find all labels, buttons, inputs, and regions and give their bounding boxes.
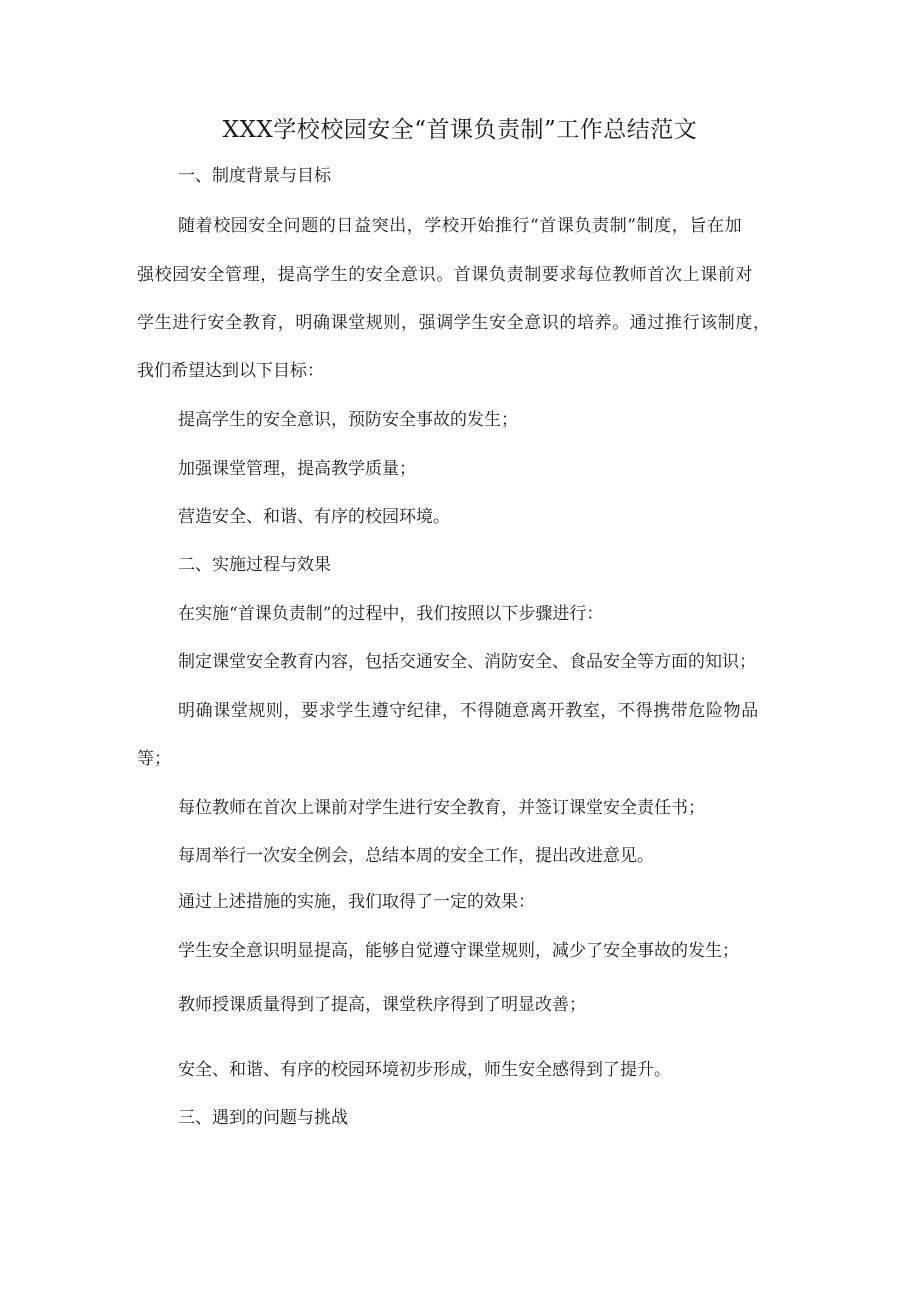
step-item-2-line-2: 等；	[137, 749, 171, 769]
results-intro: 通过上述措施的实施，我们取得了一定的效果：	[178, 892, 535, 912]
step-item-3: 每位教师在首次上课前对学生进行安全教育，并签订课堂安全责任书；	[178, 798, 705, 818]
intro-line-2: 强校园安全管理，提高学生的安全意识。首课负责制要求每位教师首次上课前对	[137, 265, 753, 285]
step-item-1: 制定课堂安全教育内容，包括交通安全、消防安全、食品安全等方面的知识；	[178, 652, 756, 672]
step-item-2-line-1: 明确课堂规则，要求学生遵守纪律，不得随意离开教室，不得携带危险物品	[178, 701, 759, 721]
result-item-1: 学生安全意识明显提高，能够自觉遵守课堂规则，减少了安全事故的发生；	[178, 941, 739, 961]
intro-line-3: 学生进行安全教育，明确课堂规则，强调学生安全意识的培养。通过推行该制度，	[137, 313, 771, 333]
section-heading-2: 二、实施过程与效果	[178, 555, 331, 575]
goal-item-2: 加强课堂管理，提高教学质量；	[178, 459, 416, 479]
section-heading-1: 一、制度背景与目标	[178, 166, 331, 186]
result-item-3: 安全、和谐、有序的校园环境初步形成，师生安全感得到了提升。	[178, 1060, 671, 1080]
intro-line-1: 随着校园安全问题的日益突出，学校开始推行“首课负责制”制度，旨在加	[178, 216, 743, 236]
section-heading-3: 三、遇到的问题与挑战	[178, 1108, 348, 1128]
goal-item-1: 提高学生的安全意识，预防安全事故的发生；	[178, 410, 518, 430]
document-title: XXX学校校园安全“首课负责制”工作总结范文	[222, 117, 698, 143]
goal-item-3: 营造安全、和谐、有序的校园环境。	[178, 507, 450, 527]
step-item-4: 每周举行一次安全例会，总结本周的安全工作，提出改进意见。	[178, 846, 654, 866]
steps-intro: 在实施“首课负责制”的过程中，我们按照以下步骤进行：	[178, 604, 604, 624]
intro-line-4: 我们希望达到以下目标：	[137, 361, 324, 381]
result-item-2: 教师授课质量得到了提高，课堂秩序得到了明显改善；	[178, 995, 586, 1015]
